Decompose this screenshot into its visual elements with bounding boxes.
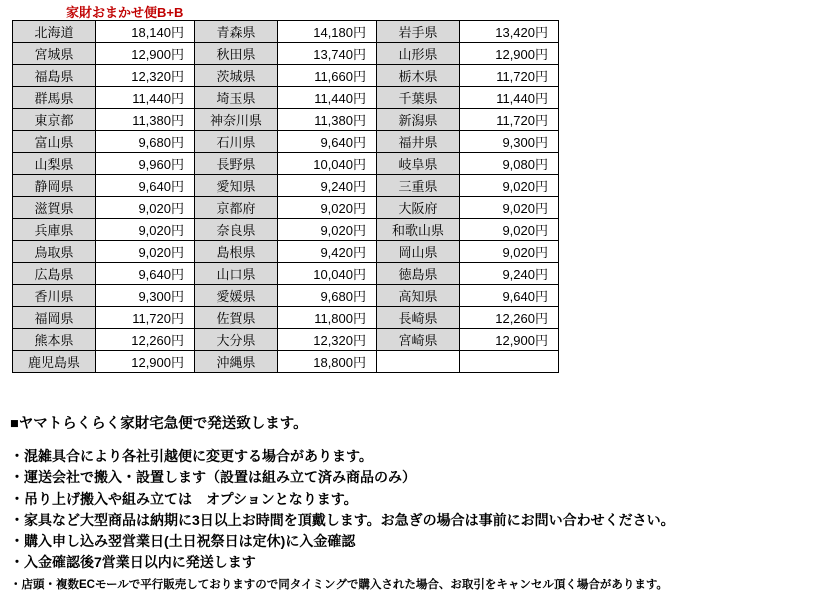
prefecture-cell: 三重県 [377, 175, 460, 197]
prefecture-cell: 埼玉県 [195, 87, 278, 109]
price-cell: 9,640円 [278, 131, 377, 153]
table-row [13, 43, 559, 65]
shipping-fee-table [12, 20, 559, 373]
prefecture-cell: 北海道 [13, 21, 96, 43]
prefecture-cell: 岡山県 [377, 241, 460, 263]
prefecture-cell: 香川県 [13, 285, 96, 307]
price-cell: 10,040円 [278, 263, 377, 285]
prefecture-cell: 滋賀県 [13, 197, 96, 219]
note-line: ・運送会社で搬入・設置します（設置は組み立て済み商品のみ） [10, 469, 416, 486]
prefecture-cell: 鹿児島県 [13, 351, 96, 373]
price-cell: 11,440円 [460, 87, 559, 109]
prefecture-cell: 群馬県 [13, 87, 96, 109]
price-cell: 9,020円 [460, 219, 559, 241]
price-cell: 12,260円 [96, 329, 195, 351]
prefecture-cell: 和歌山県 [377, 219, 460, 241]
price-cell: 18,140円 [96, 21, 195, 43]
prefecture-cell: 山口県 [195, 263, 278, 285]
table-row [13, 351, 559, 373]
price-cell: 13,740円 [278, 43, 377, 65]
prefecture-cell: 山梨県 [13, 153, 96, 175]
price-cell: 11,800円 [278, 307, 377, 329]
price-cell: 11,720円 [460, 65, 559, 87]
price-cell: 12,260円 [460, 307, 559, 329]
page-title: 家財おまかせ便B+B [66, 5, 184, 20]
price-cell: 14,180円 [278, 21, 377, 43]
prefecture-cell: 富山県 [13, 131, 96, 153]
note-line: ・吊り上げ搬入や組み立ては オプションとなります。 [10, 490, 358, 507]
prefecture-cell: 奈良県 [195, 219, 278, 241]
prefecture-cell: 福岡県 [13, 307, 96, 329]
price-cell: 11,720円 [96, 307, 195, 329]
prefecture-cell: 石川県 [195, 131, 278, 153]
note-line: ・家具など大型商品は納期に3日以上お時間を頂戴します。お急ぎの場合は事前にお問い合わせください。 [10, 511, 675, 528]
price-cell: 18,800円 [278, 351, 377, 373]
price-cell: 9,680円 [96, 131, 195, 153]
table-row [13, 263, 559, 285]
table-row [13, 329, 559, 351]
table-row [13, 175, 559, 197]
table-row [13, 197, 559, 219]
price-cell: 13,420円 [460, 21, 559, 43]
table-row [13, 131, 559, 153]
price-cell: 9,960円 [96, 153, 195, 175]
price-cell: 9,240円 [460, 263, 559, 285]
prefecture-cell: 愛知県 [195, 175, 278, 197]
notes-heading: ■ヤマトらくらく家財宅急便で発送致します。 [10, 416, 308, 432]
prefecture-cell: 静岡県 [13, 175, 96, 197]
price-cell: 9,640円 [460, 285, 559, 307]
price-cell: 9,680円 [278, 285, 377, 307]
table-body [13, 21, 559, 373]
prefecture-cell: 茨城県 [195, 65, 278, 87]
price-cell: 12,900円 [460, 329, 559, 351]
price-cell: 11,660円 [278, 65, 377, 87]
prefecture-cell: 徳島県 [377, 263, 460, 285]
prefecture-cell: 新潟県 [377, 109, 460, 131]
price-cell: 9,020円 [278, 197, 377, 219]
price-cell: 12,900円 [96, 351, 195, 373]
price-cell: 9,020円 [96, 241, 195, 263]
prefecture-cell: 佐賀県 [195, 307, 278, 329]
prefecture-cell: 沖縄県 [195, 351, 278, 373]
price-cell: 9,020円 [460, 197, 559, 219]
table-row [13, 109, 559, 131]
price-cell: 9,300円 [460, 131, 559, 153]
price-cell: 12,320円 [278, 329, 377, 351]
price-cell: 9,020円 [96, 219, 195, 241]
price-cell: 11,440円 [96, 87, 195, 109]
prefecture-cell: 長崎県 [377, 307, 460, 329]
table-row [13, 153, 559, 175]
table-row [13, 219, 559, 241]
table-row [13, 285, 559, 307]
price-cell: 9,240円 [278, 175, 377, 197]
table-row [13, 65, 559, 87]
price-cell: 12,320円 [96, 65, 195, 87]
prefecture-cell: 青森県 [195, 21, 278, 43]
table-row [13, 21, 559, 43]
price-cell: 9,020円 [460, 241, 559, 263]
prefecture-cell: 宮城県 [13, 43, 96, 65]
prefecture-cell: 秋田県 [195, 43, 278, 65]
prefecture-cell: 千葉県 [377, 87, 460, 109]
prefecture-cell: 愛媛県 [195, 285, 278, 307]
price-cell: 9,080円 [460, 153, 559, 175]
table-row [13, 241, 559, 263]
prefecture-cell: 岩手県 [377, 21, 460, 43]
price-cell: 11,380円 [278, 109, 377, 131]
table-row [13, 87, 559, 109]
price-cell: 12,900円 [96, 43, 195, 65]
prefecture-cell: 宮崎県 [377, 329, 460, 351]
prefecture-cell: 大阪府 [377, 197, 460, 219]
notes-section [10, 412, 810, 594]
price-cell: 11,440円 [278, 87, 377, 109]
price-cell: 9,640円 [96, 175, 195, 197]
table-row [13, 307, 559, 329]
prefecture-cell: 長野県 [195, 153, 278, 175]
prefecture-cell: 栃木県 [377, 65, 460, 87]
empty-cell [460, 351, 559, 373]
prefecture-cell: 鳥取県 [13, 241, 96, 263]
prefecture-cell: 大分県 [195, 329, 278, 351]
prefecture-cell: 岐阜県 [377, 153, 460, 175]
price-cell: 9,420円 [278, 241, 377, 263]
note-line: ・混雑具合により各社引越便に変更する場合があります。 [10, 448, 373, 464]
prefecture-cell: 高知県 [377, 285, 460, 307]
price-cell: 10,040円 [278, 153, 377, 175]
price-cell: 11,380円 [96, 109, 195, 131]
prefecture-cell: 島根県 [195, 241, 278, 263]
empty-cell [377, 351, 460, 373]
prefecture-cell: 兵庫県 [13, 219, 96, 241]
price-cell: 9,020円 [278, 219, 377, 241]
note-line: ・入金確認後7営業日以内に発送します [10, 554, 256, 571]
prefecture-cell: 山形県 [377, 43, 460, 65]
prefecture-cell: 福島県 [13, 65, 96, 87]
price-cell: 9,020円 [96, 197, 195, 219]
price-cell: 9,300円 [96, 285, 195, 307]
price-cell: 11,720円 [460, 109, 559, 131]
prefecture-cell: 京都府 [195, 197, 278, 219]
prefecture-cell: 神奈川県 [195, 109, 278, 131]
price-cell: 9,640円 [96, 263, 195, 285]
note-line-fine-print: ・店頭・複数ECモールで平行販売しておりますので同タイミングで購入された場合、お取引をキャンセル頂く場合があります。 [10, 578, 668, 591]
price-cell: 12,900円 [460, 43, 559, 65]
prefecture-cell: 福井県 [377, 131, 460, 153]
prefecture-cell: 熊本県 [13, 329, 96, 351]
note-line: ・購入申し込み翌営業日(土日祝祭日は定休)に入金確認 [10, 533, 356, 550]
prefecture-cell: 広島県 [13, 263, 96, 285]
prefecture-cell: 東京都 [13, 109, 96, 131]
price-cell: 9,020円 [460, 175, 559, 197]
